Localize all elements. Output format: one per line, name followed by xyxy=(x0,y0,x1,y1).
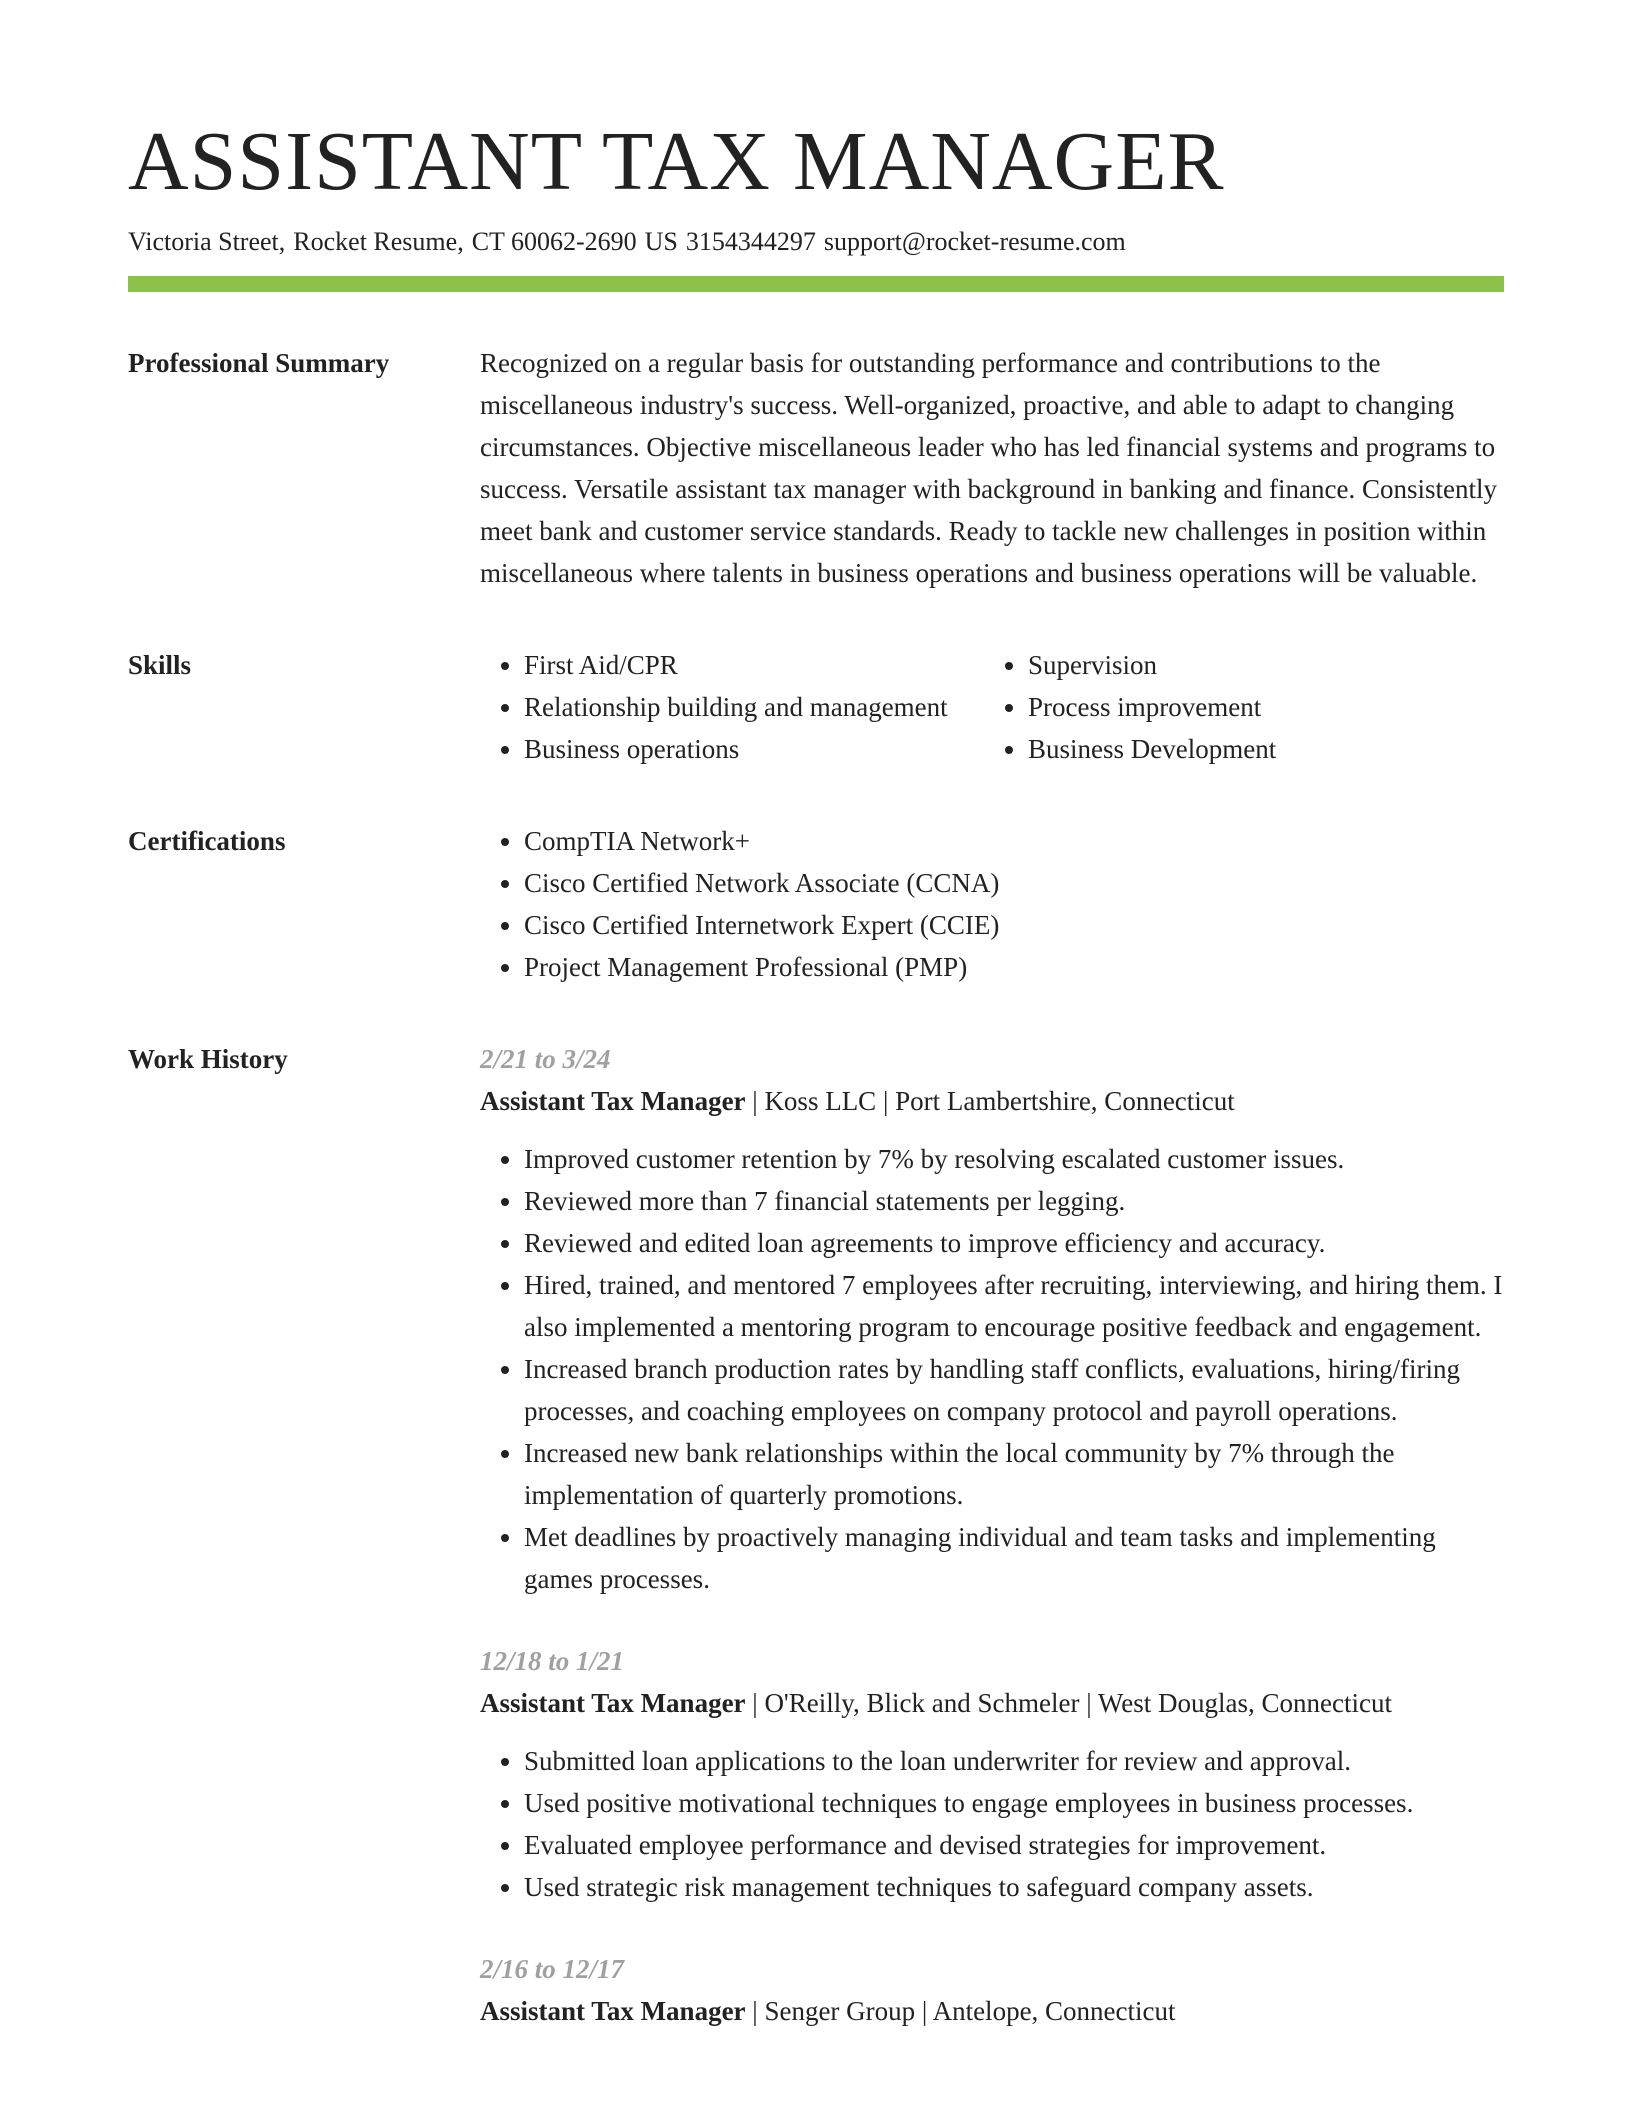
job-entry xyxy=(480,1640,1504,1908)
contact-email[interactable]: support@rocket-resume.com xyxy=(823,227,1126,256)
job-bullet: • Used strategic risk management techniques to safeguard company assets. xyxy=(524,1866,1504,1908)
job-bullet: • Evaluated employee performance and devised strategies for improvement. xyxy=(524,1824,1504,1866)
job-location: Port Lambertshire, Connecticut xyxy=(895,1086,1235,1116)
job-company: O'Reilly, Blick and Schmeler xyxy=(764,1688,1080,1718)
certification-item: • Cisco Certified Network Associate (CCNA) xyxy=(524,862,1504,904)
skills-list-left xyxy=(480,644,984,770)
job-bullet: • Increased branch production rates by handling staff conflicts, evaluations, hiring/firing processes, and coaching employees on company protocol and payroll operations. xyxy=(524,1348,1504,1432)
certifications-section xyxy=(128,820,1504,988)
certification-item: • Cisco Certified Internetwork Expert (CCIE) xyxy=(524,904,1504,946)
job-bullet: • Met deadlines by proactively managing individual and team tasks and implementing games processes. xyxy=(524,1516,1504,1600)
skill-item: • Business Development xyxy=(1028,728,1276,770)
job-separator: | xyxy=(752,1996,758,2026)
job-separator: | xyxy=(921,1996,928,2026)
job-bullet: • Reviewed and edited loan agreements to improve efficiency and accuracy. xyxy=(524,1222,1504,1264)
job-bullets xyxy=(480,1740,1504,1908)
job-heading xyxy=(480,1080,1504,1122)
skill-item: • Relationship building and management xyxy=(524,686,984,728)
job-entry xyxy=(480,1948,1504,2032)
job-title: Assistant Tax Manager xyxy=(480,1086,746,1116)
job-dates: 12/18 to 1/21 xyxy=(480,1646,625,1676)
resume-page xyxy=(128,115,1504,2072)
job-heading xyxy=(480,1990,1504,2032)
job-bullet: • Hired, trained, and mentored 7 employees after recruiting, interviewing, and hiring them. I also implemented a mentoring program to encourage positive feedback and engagement. xyxy=(524,1264,1504,1348)
work-history-section xyxy=(128,1038,1504,2072)
certification-item: • Project Management Professional (PMP) xyxy=(524,946,1504,988)
certifications-list xyxy=(480,820,1504,988)
contact-line xyxy=(128,226,1504,258)
job-company: Senger Group xyxy=(764,1996,916,2026)
job-heading xyxy=(480,1682,1504,1724)
job-bullet: • Submitted loan applications to the loan underwriter for review and approval. xyxy=(524,1740,1504,1782)
job-company: Koss LLC xyxy=(764,1086,877,1116)
job-entry xyxy=(480,1038,1504,1600)
skill-item: • Process improvement xyxy=(1028,686,1276,728)
header-accent-rule xyxy=(128,276,1504,292)
summary-section xyxy=(128,342,1504,594)
job-bullet: • Improved customer retention by 7% by resolving escalated customer issues. xyxy=(524,1138,1504,1180)
job-separator: | xyxy=(1086,1688,1092,1718)
job-title: Assistant Tax Manager xyxy=(480,1688,746,1718)
job-title: Assistant Tax Manager xyxy=(480,1996,746,2026)
skills-list-right xyxy=(984,644,1276,770)
job-dates: 2/21 to 3/24 xyxy=(480,1044,611,1074)
job-bullet: • Used positive motivational techniques to engage employees in business processes. xyxy=(524,1782,1504,1824)
skills-section xyxy=(128,644,1504,770)
job-dates: 2/16 to 12/17 xyxy=(480,1954,625,1984)
job-bullet: • Increased new bank relationships within the local community by 7% through the implementation of quarterly promotions. xyxy=(524,1432,1504,1516)
contact-street: Victoria Street, xyxy=(128,227,286,256)
section-label: Certifications xyxy=(128,826,286,856)
job-separator: | xyxy=(752,1688,758,1718)
contact-phone: 3154344297 xyxy=(685,227,816,256)
contact-city: Rocket Resume, xyxy=(293,227,464,256)
job-location: Antelope, Connecticut xyxy=(932,1996,1176,2026)
section-label: Professional Summary xyxy=(128,348,390,378)
resume-name: ASSISTANT TAX MANAGER xyxy=(128,115,1225,208)
job-separator: | xyxy=(752,1086,758,1116)
section-label: Work History xyxy=(128,1044,288,1074)
contact-state-zip: CT 60062-2690 xyxy=(471,227,637,256)
contact-country: US xyxy=(644,227,678,256)
job-separator: | xyxy=(882,1086,889,1116)
skill-item: • Business operations xyxy=(524,728,984,770)
section-label: Skills xyxy=(128,650,192,680)
skill-item: • First Aid/CPR xyxy=(524,644,984,686)
skill-item: • Supervision xyxy=(1028,644,1276,686)
job-location: West Douglas, Connecticut xyxy=(1097,1688,1392,1718)
summary-text: Recognized on a regular basis for outstanding performance and contributions to the miscellaneous industry's success. Well-organized, proactive, and able to adapt to changing circumstances. Objective miscellaneous leader who has led financial systems and programs to success. Versatile assistant tax manager with background in banking and finance. Consistently meet bank and customer service standards. Ready to tackle new challenges in position within miscellaneous where talents in business operations and business operations will be valuable. xyxy=(480,348,1498,588)
certification-item: • CompTIA Network+ xyxy=(524,820,1504,862)
job-bullets xyxy=(480,1138,1504,1600)
job-bullet: • Reviewed more than 7 financial statements per legging. xyxy=(524,1180,1504,1222)
